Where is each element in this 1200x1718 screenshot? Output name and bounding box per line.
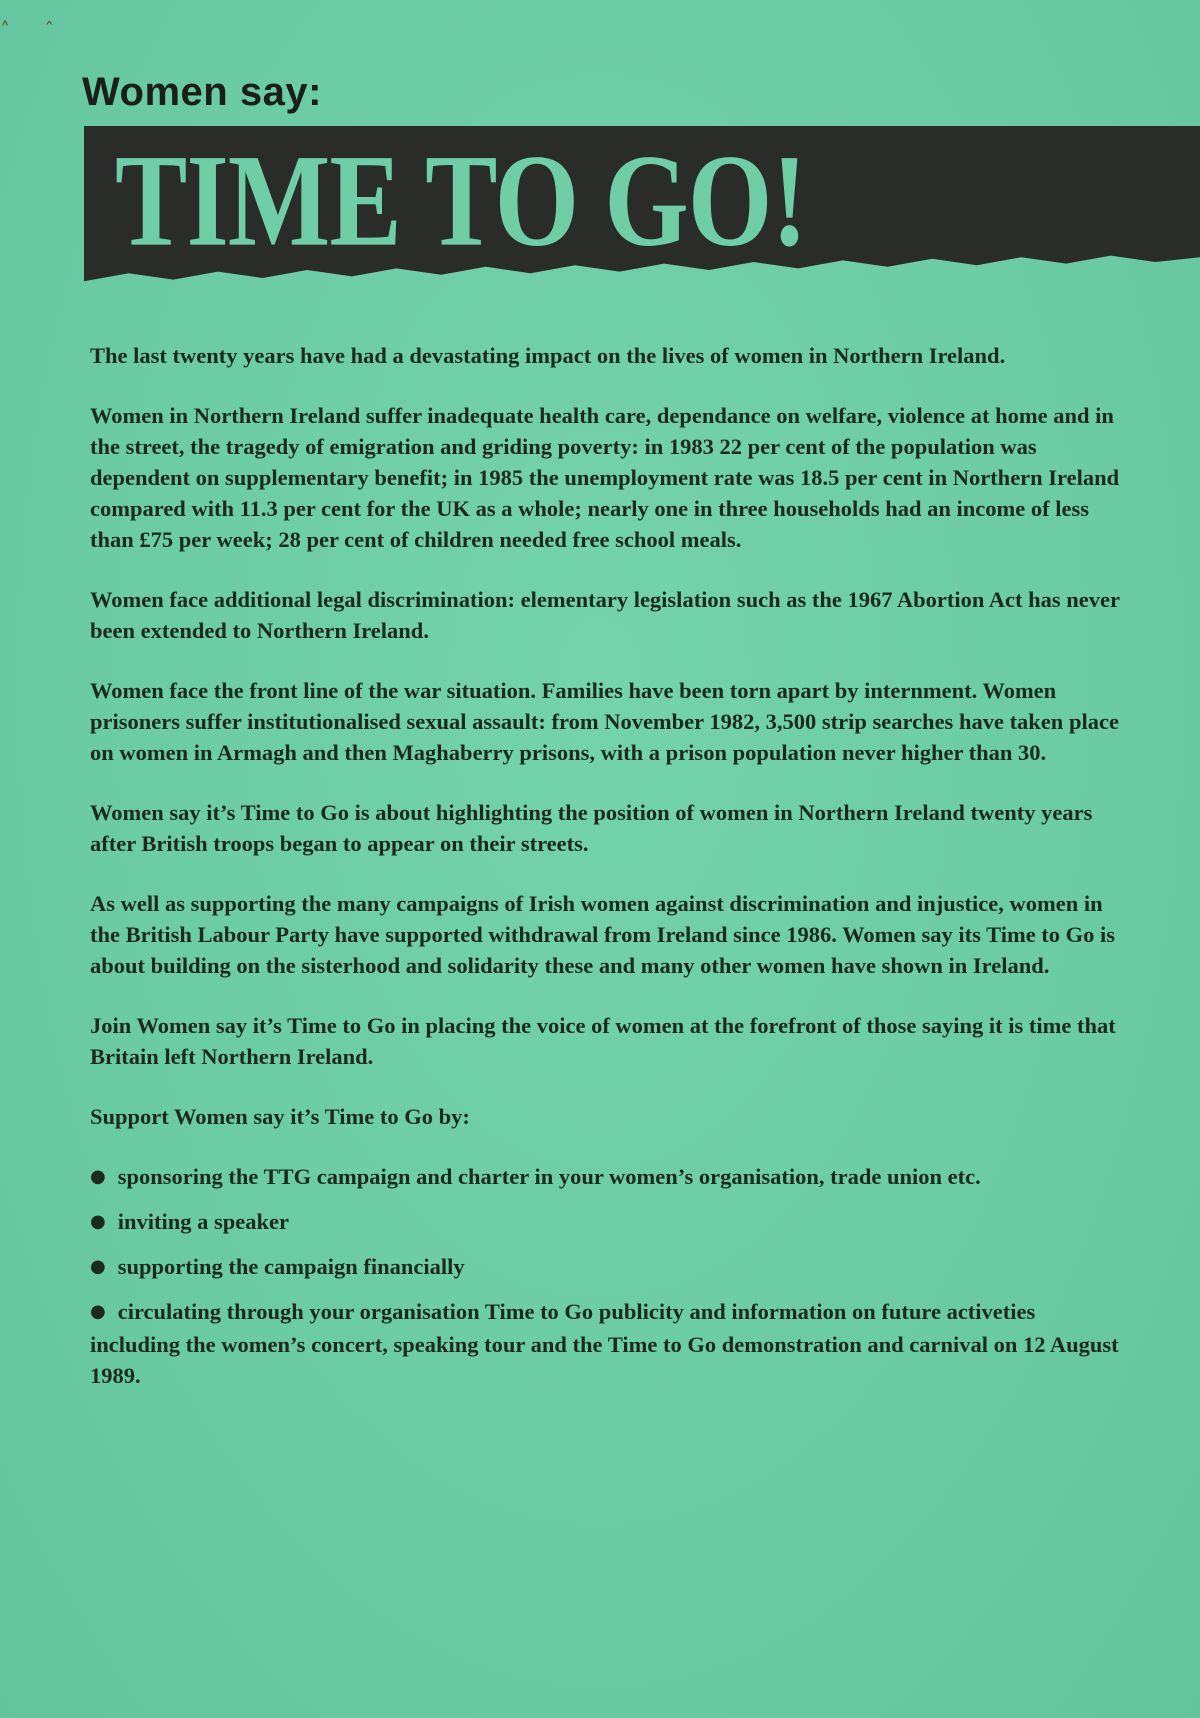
paper-specks: ˄ ˆ xyxy=(0,18,69,42)
paragraph: Women face the front line of the war situation. Families have been torn apart by internment. Women prisoners suffer institutionalised sexual assault: from November 1982, 3,500 strip searches have taken place on women in Armagh and then Maghaberry prisons, with a prison population never higher than 30. xyxy=(90,678,1119,765)
list-item-text: inviting a speaker xyxy=(117,1209,289,1234)
support-lead: Support Women say it’s Time to Go by: xyxy=(90,1104,470,1129)
bullet-icon: ● xyxy=(90,1166,106,1187)
list-item xyxy=(90,1206,1130,1239)
paragraph: The last twenty years have had a devastating impact on the lives of women in Northern Ireland. xyxy=(90,343,1006,368)
list-item xyxy=(90,1251,1130,1284)
paragraph: Women in Northern Ireland suffer inadequate health care, dependance on welfare, violence at home and in the street, the tragedy of emigration and griding poverty: in 1983 22 per cent of the population was dependent on supplementary benefit; in 1985 the unemployment rate was 18.5 per cent in Northern Ireland compared with 11.3 per cent for the UK as a whole; nearly one in three households had an income of less than £75 per week; 28 per cent of children needed free school meals. xyxy=(90,403,1120,552)
bullet-icon: ● xyxy=(90,1211,106,1232)
paragraph: Women face additional legal discrimination: elementary legislation such as the 1967 Abortion Act has never been extended to Northern Ireland. xyxy=(90,587,1120,643)
bullet-icon: ● xyxy=(90,1256,106,1277)
list-item-text: circulating through your organisation Time to Go publicity and information on future activeties including the women’s concert, speaking tour and the Time to Go demonstration and carnival on 12 August 1989. xyxy=(90,1299,1119,1388)
list-item-text: supporting the campaign financially xyxy=(117,1254,465,1279)
support-list xyxy=(90,1161,1130,1391)
list-item xyxy=(90,1296,1130,1391)
headline: TIME TO GO! xyxy=(115,127,807,274)
list-item xyxy=(90,1161,1130,1194)
paragraph: Join Women say it’s Time to Go in placing the voice of women at the forefront of those saying it is time that Britain left Northern Ireland. xyxy=(90,1013,1116,1069)
list-item-text: sponsoring the TTG campaign and charter in your women’s organisation, trade union etc. xyxy=(117,1164,981,1189)
bullet-icon: ● xyxy=(90,1301,106,1322)
paragraph: Women say it’s Time to Go is about highlighting the position of women in Northern Ireland twenty years after British troops began to appear on their streets. xyxy=(90,800,1093,856)
paragraph: As well as supporting the many campaigns of Irish women against discrimination and injustice, women in the British Labour Party have supported withdrawal from Ireland since 1986. Women say its Time to Go is about building on the sisterhood and solidarity these and many other women have shown in Ireland. xyxy=(90,891,1116,978)
kicker-heading: Women say: xyxy=(82,70,322,114)
body-text xyxy=(90,340,1130,1403)
